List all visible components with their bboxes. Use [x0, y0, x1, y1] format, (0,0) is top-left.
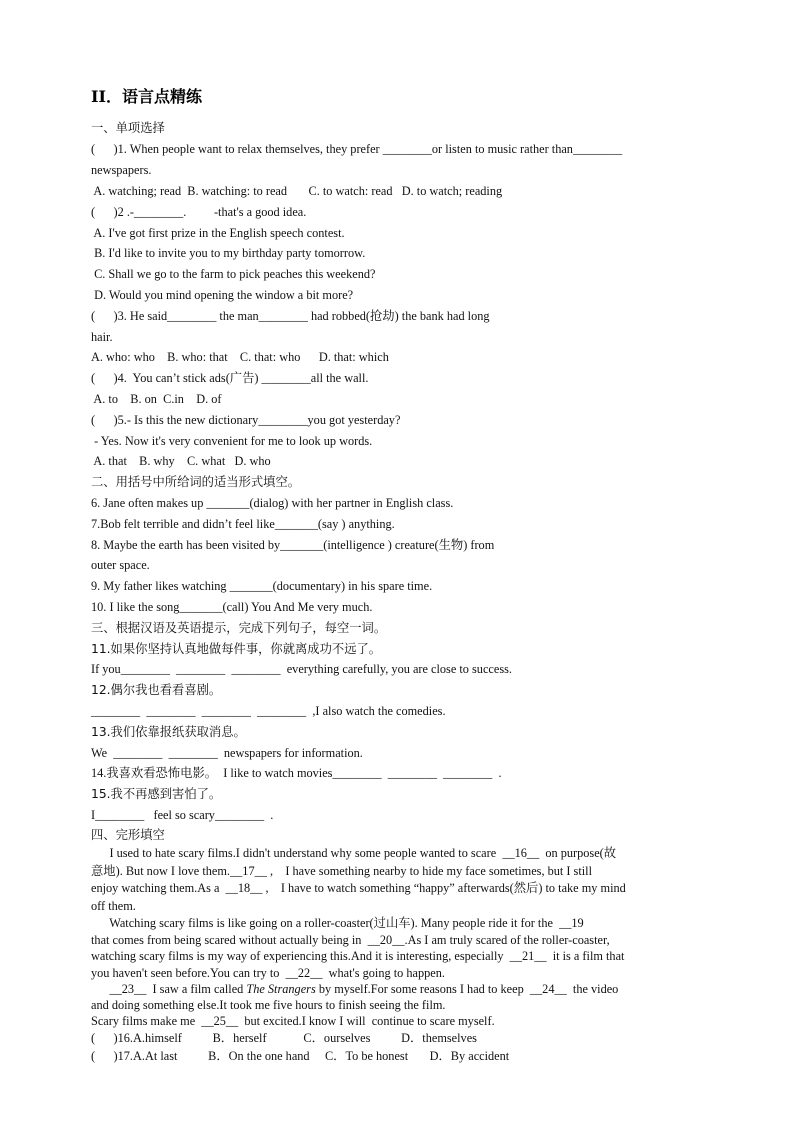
- cloze-paragraph-2-line-3: watching scary films is my way of experiencing this.And it is interesting, especially __21__ it is a film that: [91, 949, 625, 963]
- question-1-options: A. watching; read B. watching: to read C. to watch: read D. to watch; reading: [91, 184, 503, 198]
- question-12-chinese: 12.偶尔我也看看喜剧。: [91, 683, 222, 697]
- question-4-options: A. to B. on C.in D. of: [91, 392, 222, 406]
- cloze-paragraph-1-line-2: 意地). But now I love them.__17__ , I have something nearby to hide my face sometimes, but I still: [91, 864, 593, 878]
- question-11-chinese: 11.如果你坚持认真地做每件事，你就离成功不远了。: [91, 642, 382, 656]
- section-heading-multiple-choice: 一、单项选择: [91, 121, 165, 135]
- question-16: ( )16.A.himself B．herself C．ourselves D．themselves: [91, 1031, 477, 1045]
- question-13-chinese: 13.我们依靠报纸获取消息。: [91, 725, 246, 739]
- cloze-paragraph-2-line-4: you haven't seen before.You can try to __22__ what's going to happen.: [91, 966, 445, 980]
- question-10: 10. I like the song_______(call) You And Me very much.: [91, 600, 373, 614]
- film-title: The Strangers: [246, 982, 316, 996]
- cloze-paragraph-3-line-2: and doing something else.It took me five hours to finish seeing the film.: [91, 998, 446, 1012]
- question-2-option-b: B. I'd like to invite you to my birthday party tomorrow.: [91, 246, 366, 260]
- question-13-english: We ________ ________ newspapers for information.: [91, 746, 363, 760]
- section-heading-cloze: 四、完形填空: [91, 828, 165, 842]
- section-heading-translation: 三、根据汉语及英语提示，完成下列句子，每空一词。: [91, 621, 387, 635]
- question-1-line-cont: newspapers.: [91, 163, 152, 177]
- question-3-options: A. who: who B. who: that C. that: who D. that: which: [91, 350, 389, 364]
- question-2-line: ( )2 .-________. -that's a good idea.: [91, 205, 307, 219]
- question-15-english: I________ feel so scary________ .: [91, 808, 274, 822]
- cloze-paragraph-2-line-2: that comes from being scared without actually being in __20__.As I am truly scared of the roller-coaster,: [91, 933, 610, 947]
- cloze-paragraph-1-line-1: I used to hate scary films.I didn't understand why some people wanted to scare __16__ on purpose(故: [91, 846, 617, 860]
- question-6: 6. Jane often makes up _______(dialog) with her partner in English class.: [91, 496, 454, 510]
- question-8-line-cont: outer space.: [91, 558, 150, 572]
- question-12-english: ________ ________ ________ ________ ,I also watch the comedies.: [91, 704, 446, 718]
- cloze-paragraph-1-line-4: off them.: [91, 899, 136, 913]
- question-1-line: ( )1. When people want to relax themselves, they prefer ________or listen to music rather than________: [91, 142, 623, 156]
- question-14: 14.我喜欢看恐怖电影。 I like to watch movies________ ________ ________ .: [91, 766, 502, 780]
- question-7: 7.Bob felt terrible and didn’t feel like_______(say ) anything.: [91, 517, 395, 531]
- cloze-paragraph-3-line-3: Scary films make me __25__ but excited.I know I will continue to scare myself.: [91, 1014, 495, 1028]
- question-17: ( )17.A.At last B．On the one hand C．To be honest D．By accident: [91, 1049, 510, 1063]
- question-2-option-d: D. Would you mind opening the window a bit more?: [91, 288, 354, 302]
- question-5-options: A. that B. why C. what D. who: [91, 454, 271, 468]
- cloze-paragraph-2-line-1: Watching scary films is like going on a roller-coaster(过山车). Many people ride it for the __19: [91, 916, 584, 930]
- question-5-line: ( )5.- Is this the new dictionary________you got yesterday?: [91, 413, 401, 427]
- cloze-p3-text-b: by myself.For some reasons I had to keep __24__ the video: [315, 982, 619, 996]
- cloze-paragraph-3-line-1: [91, 981, 618, 997]
- page-title: II．语言点精练: [91, 87, 202, 106]
- question-2-option-a: A. I've got first prize in the English speech contest.: [91, 226, 345, 240]
- question-9: 9. My father likes watching _______(documentary) in his spare time.: [91, 579, 433, 593]
- question-5-line-cont: - Yes. Now it's very convenient for me to look up words.: [91, 434, 373, 448]
- cloze-paragraph-1-line-3: enjoy watching them.As a __18__ , I have to watch something “happy” afterwards(然后) to take my mind: [91, 881, 626, 895]
- question-3-line: ( )3. He said________ the man________ had robbed(抢劫) the bank had long: [91, 309, 490, 323]
- question-11-english: If you________ ________ ________ everything carefully, you are close to success.: [91, 662, 512, 676]
- question-8-line: 8. Maybe the earth has been visited by_______(intelligence ) creature(生物) from: [91, 538, 495, 552]
- section-heading-word-forms: 二、用括号中所给词的适当形式填空。: [91, 475, 301, 489]
- question-4-line: ( )4. You can’t stick ads(广告) ________all the wall.: [91, 371, 369, 385]
- question-15-chinese: 15.我不再感到害怕了。: [91, 787, 222, 801]
- question-3-line-cont: hair.: [91, 330, 113, 344]
- question-2-option-c: C. Shall we go to the farm to pick peaches this weekend?: [91, 267, 376, 281]
- cloze-p3-text-a: __23__ I saw a film called: [91, 982, 247, 996]
